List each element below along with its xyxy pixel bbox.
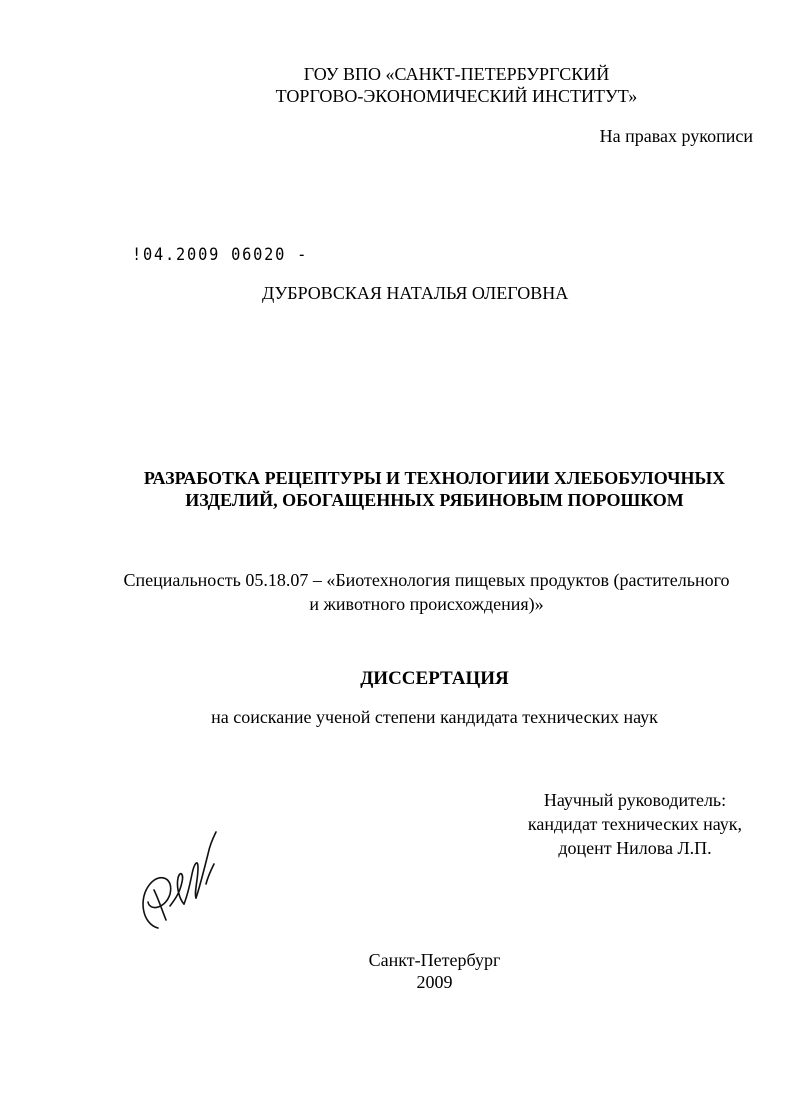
degree-line: на соискание ученой степени кандидата технических наук [211, 707, 658, 727]
manuscript-rights: На правах рукописи [599, 126, 753, 146]
thesis-title-line-2: ИЗДЕЛИЙ, ОБОГАЩЕННЫХ РЯБИНОВЫМ ПОРОШКОМ [185, 490, 684, 510]
supervisor-name: доцент Нилова Л.П. [558, 838, 712, 858]
thesis-title-line-1: РАЗРАБОТКА РЕЦЕПТУРЫ И ТЕХНОЛОГИИИ ХЛЕБОБУЛОЧНЫХ [143, 468, 726, 488]
institution-line-1: ГОУ ВПО «САНКТ-ПЕТЕРБУРГСКИЙ [303, 64, 610, 84]
supervisor-block [510, 788, 760, 860]
institution-line-2: ТОРГОВО-ЭКОНОМИЧЕСКИЙ ИНСТИТУТ» [275, 86, 638, 106]
author-name: ДУБРОВСКАЯ НАТАЛЬЯ ОЛЕГОВНА [262, 283, 569, 303]
year: 2009 [416, 972, 453, 992]
supervisor-heading: Научный руководитель: [543, 790, 727, 810]
city: Санкт-Петербург [368, 950, 501, 970]
handwritten-signature [136, 828, 226, 948]
supervisor-rank: кандидат технических наук, [527, 814, 743, 834]
specialty-line-1: Специальность 05.18.07 – «Биотехнология пищевых продуктов (растительного [123, 570, 730, 590]
specialty-line-2: и животного происхождения)» [309, 594, 544, 614]
document-type: ДИССЕРТАЦИЯ [360, 668, 509, 689]
registration-stamp: !04.2009 06020 - [132, 245, 309, 265]
